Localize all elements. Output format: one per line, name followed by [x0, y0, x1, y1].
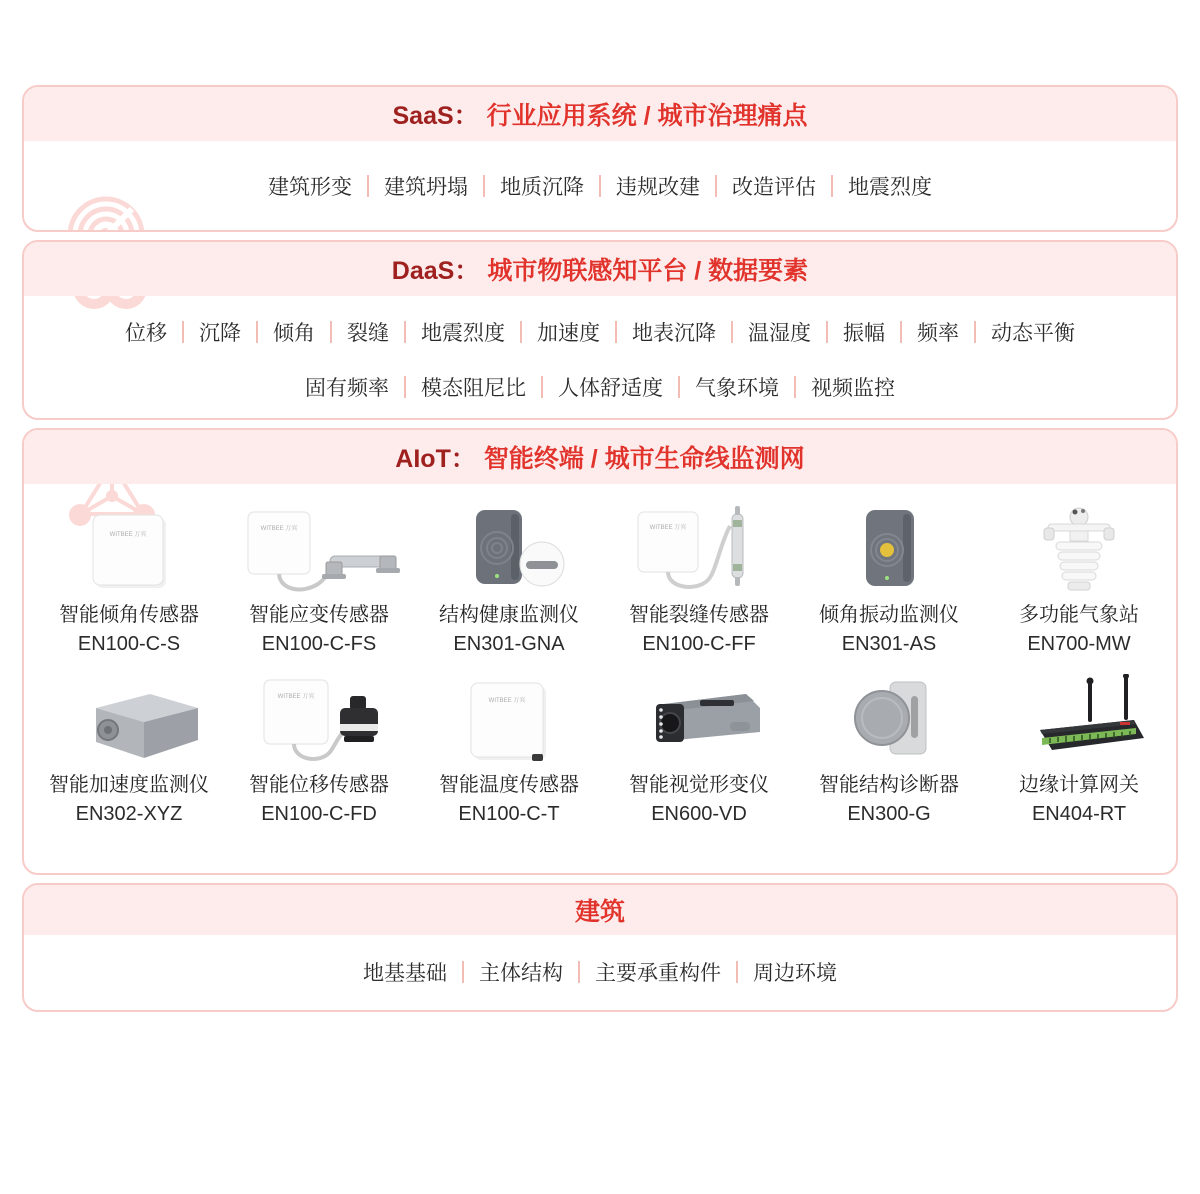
aiot-header-band [24, 430, 1176, 484]
daas-item: 裂缝 [347, 321, 389, 345]
product-model: EN404-RT [1031, 803, 1127, 825]
svg-text:WITBEE 万宾: WITBEE 万宾 [488, 698, 526, 704]
svg-text:WITBEE 万宾: WITBEE 万宾 [260, 526, 298, 532]
saas-items-row [24, 141, 1176, 230]
daas-item: 模态阻尼比 [421, 376, 526, 400]
accelerometer-image [34, 674, 224, 766]
product-name: 智能结构诊断器 [819, 774, 959, 796]
saas-item: 地质沉降 [500, 175, 584, 199]
building-section [22, 883, 1178, 1012]
building-title: 建筑 [574, 898, 625, 926]
product-model: EN100-C-T [458, 803, 560, 825]
product-model: EN301-AS [841, 633, 937, 655]
daas-item: 沉降 [199, 321, 241, 345]
daas-item: 频率 [917, 321, 959, 345]
daas-item: 位移 [125, 321, 167, 345]
product-model: EN700-MW [1027, 633, 1131, 655]
product-card [984, 674, 1174, 828]
vision-camera-image [604, 674, 794, 766]
aiot-title-prefix: AIoT： [395, 445, 476, 473]
saas-header-band [24, 87, 1176, 141]
product-grid [24, 484, 1176, 828]
building-item: 主要承重构件 [595, 961, 721, 985]
svg-text:WITBEE 万宾: WITBEE 万宾 [109, 532, 147, 538]
product-card [794, 504, 984, 658]
daas-item: 振幅 [843, 321, 885, 345]
product-card [604, 504, 794, 658]
product-card [414, 504, 604, 658]
daas-item: 动态平衡 [991, 321, 1075, 345]
daas-item: 固有频率 [305, 376, 389, 400]
daas-item: 视频监控 [811, 376, 895, 400]
displacement-sensor-image [224, 674, 414, 766]
saas-item: 改造评估 [732, 175, 816, 199]
saas-title-main: 行业应用系统 / 城市治理痛点 [486, 102, 808, 130]
tilt-sensor-image [34, 504, 224, 596]
product-model: EN300-G [847, 803, 931, 825]
product-card [224, 504, 414, 658]
product-name: 倾角振动监测仪 [819, 604, 959, 626]
product-model: EN100-C-FF [642, 633, 756, 655]
daas-title-main: 城市物联感知平台 / 数据要素 [487, 257, 809, 285]
saas-item: 建筑形变 [268, 175, 352, 199]
daas-header-band [24, 242, 1176, 296]
daas-item: 倾角 [273, 321, 315, 345]
building-item: 主体结构 [479, 961, 563, 985]
product-card [34, 504, 224, 658]
saas-section [22, 85, 1178, 232]
daas-item: 地表沉降 [632, 321, 716, 345]
structure-diagnoser-image [794, 674, 984, 766]
product-card [34, 674, 224, 828]
product-model: EN100-C-FS [261, 633, 377, 655]
crack-sensor-image [604, 504, 794, 596]
saas-item: 违规改建 [616, 175, 700, 199]
daas-items-row-1 [24, 304, 1176, 359]
product-model: EN301-GNA [453, 633, 565, 655]
building-items-row [24, 935, 1176, 1008]
product-name: 结构健康监测仪 [439, 604, 579, 626]
product-name: 智能位移传感器 [249, 774, 389, 796]
svg-text:WITBEE 万宾: WITBEE 万宾 [277, 694, 315, 700]
svg-text:WITBEE 万宾: WITBEE 万宾 [649, 525, 687, 531]
product-model: EN100-C-S [77, 633, 181, 655]
product-model: EN100-C-FD [261, 803, 377, 825]
daas-items-row-2 [24, 359, 1176, 414]
daas-item: 地震烈度 [421, 321, 505, 345]
product-model: EN600-VD [651, 803, 747, 825]
daas-item: 加速度 [537, 321, 600, 345]
building-item: 周边环境 [753, 961, 837, 985]
tilt-vibration-monitor-image [794, 504, 984, 596]
product-model: EN302-XYZ [75, 803, 183, 825]
product-card [414, 674, 604, 828]
product-name: 智能裂缝传感器 [629, 604, 769, 626]
product-name: 智能视觉形变仪 [629, 774, 769, 796]
saas-item: 地震烈度 [848, 175, 932, 199]
daas-item: 气象环境 [695, 376, 779, 400]
saas-item: 建筑坍塌 [384, 175, 468, 199]
daas-title-prefix: DaaS： [391, 257, 480, 285]
product-card [984, 504, 1174, 658]
product-name: 智能倾角传感器 [59, 604, 199, 626]
building-item: 地基基础 [363, 961, 447, 985]
daas-item: 人体舒适度 [558, 376, 663, 400]
daas-section [22, 240, 1178, 420]
product-name: 智能加速度监测仪 [49, 774, 209, 796]
product-card [224, 674, 414, 828]
strain-sensor-image [224, 504, 414, 596]
temperature-sensor-image [414, 674, 604, 766]
product-name: 多功能气象站 [1019, 604, 1139, 626]
aiot-title-main: 智能终端 / 城市生命线监测网 [483, 445, 805, 473]
saas-title-prefix: SaaS： [392, 102, 479, 130]
edge-gateway-image [984, 674, 1174, 766]
aiot-section [22, 428, 1178, 875]
daas-item: 温湿度 [748, 321, 811, 345]
product-card [604, 674, 794, 828]
weather-station-image [984, 504, 1174, 596]
product-name: 智能温度传感器 [439, 774, 579, 796]
product-card [794, 674, 984, 828]
product-name: 边缘计算网关 [1019, 774, 1139, 796]
building-header-band [24, 885, 1176, 935]
product-name: 智能应变传感器 [249, 604, 389, 626]
structural-health-monitor-image [414, 504, 604, 596]
